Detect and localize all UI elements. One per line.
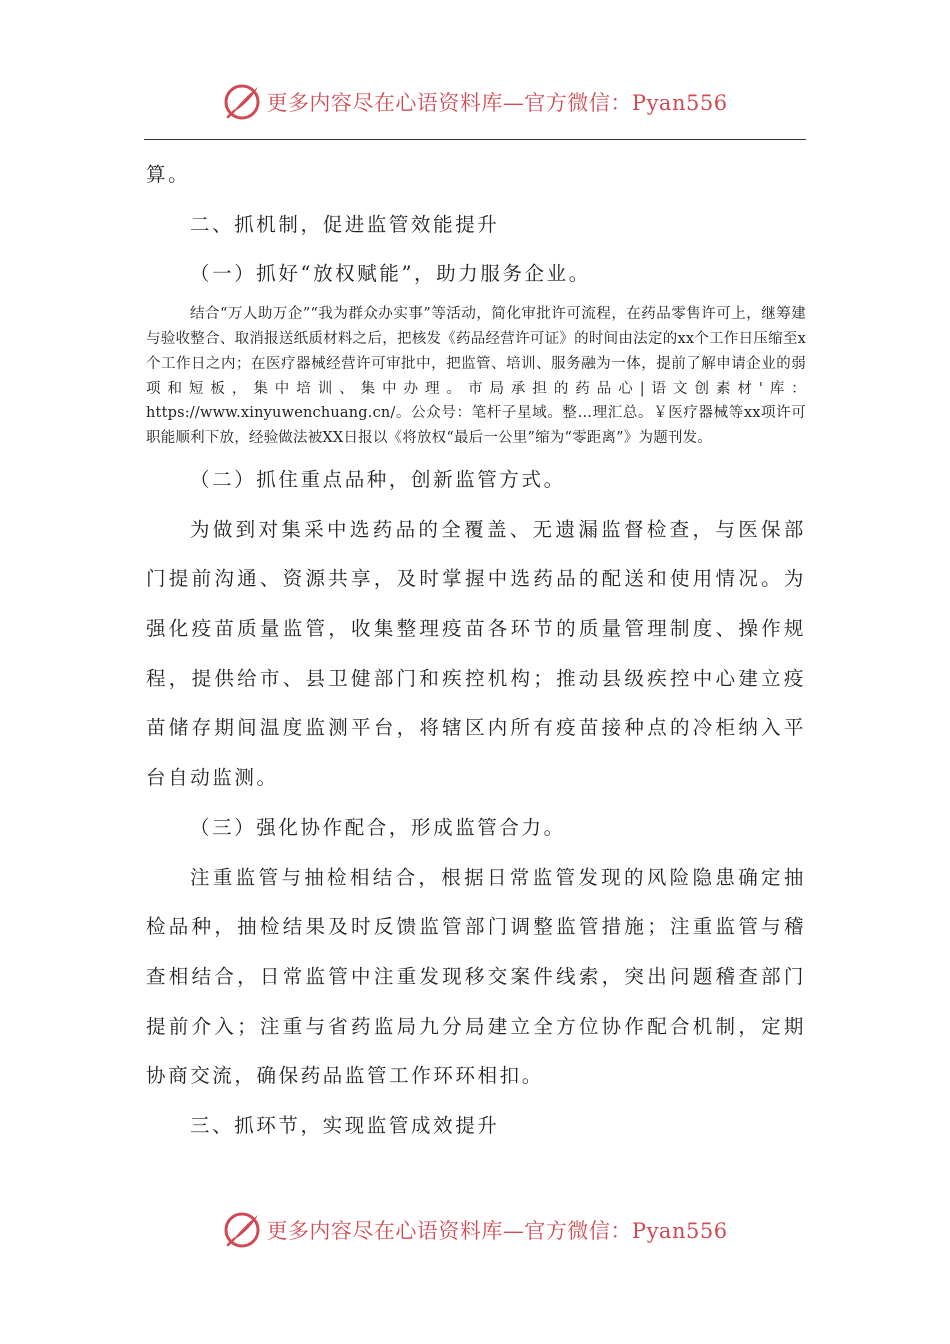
header-watermark: [0, 80, 950, 124]
footer-watermark: [0, 1208, 950, 1252]
watermark-text: 更多内容尽在心语资料库—官方微信：Pyan556: [266, 1219, 728, 1243]
paragraph-cooperation: 注重监管与抽检相结合，根据日常监管发现的风险隐患确定抽检品种，抽检结果及时反馈监管部门调整监管措施；注重监管与稽查相结合，日常监管中注重发现移交案件线索，突出问题稽查部门提前介入；注重与省药监局九分局建立全方位协作配合机制，定期协商交流，确保药品监管工作环环相扣。: [146, 865, 806, 1088]
quill-logo-icon: [222, 1210, 262, 1250]
paragraph-continuation: 算。: [146, 163, 191, 186]
paragraph-key-varieties: 为做到对集采中选药品的全覆盖、无遗漏监督检查，与医保部门提前沟通、资源共享，及时掌握中选药品的配送和使用情况。为强化疫苗质量监管，收集整理疫苗各环节的质量管理制度、操作规程，提供给市、县卫健部门和疾控机构；推动县级疾控中心建立疫苗储存期间温度监测平台，将辖区内所有疫苗接种点的冷柜纳入平台自动监测。: [146, 517, 806, 790]
section-heading-3: 三、抓环节，实现监管成效提升: [190, 1114, 500, 1138]
paragraph-small-print: 结合“万人助万企”“我为群众办实事”等活动，简化审批许可流程，在药品零售许可上，继筹建与验收整合、取消报送纸质材料之后，把核发《药品经营许可证》的时间由法定的xx个工作日压缩至x个工作日之内；在医疗器械经营许可审批中，把监管、培训、服务融为一体，提前了解申请企业的弱项和短板，集中培训、集中办理。市局承担的药品心|语文创素材'库：https://www.xinyuwenchuang.cn/。公众号：笔杆子星域。整…理汇总。￥医疗器械等xx项许可职能顺利下放，经验做法被XX日报以《将放权“最后一公里”缩为“零距离”》为题刊发。: [146, 306, 806, 447]
quill-logo-icon: [222, 82, 262, 122]
subsection-heading-2-3: （三）强化协作配合，形成监管合力。: [190, 815, 566, 839]
section-heading-2: 二、抓机制，促进监管效能提升: [190, 212, 500, 236]
subsection-heading-2-2: （二）抓住重点品种，创新监管方式。: [190, 467, 566, 491]
header-divider: [144, 139, 806, 140]
subsection-heading-2-1: （一）抓好“放权赋能”，助力服务企业。: [190, 262, 591, 286]
document-body: [146, 150, 806, 1151]
watermark-text: 更多内容尽在心语资料库—官方微信：Pyan556: [266, 91, 728, 115]
